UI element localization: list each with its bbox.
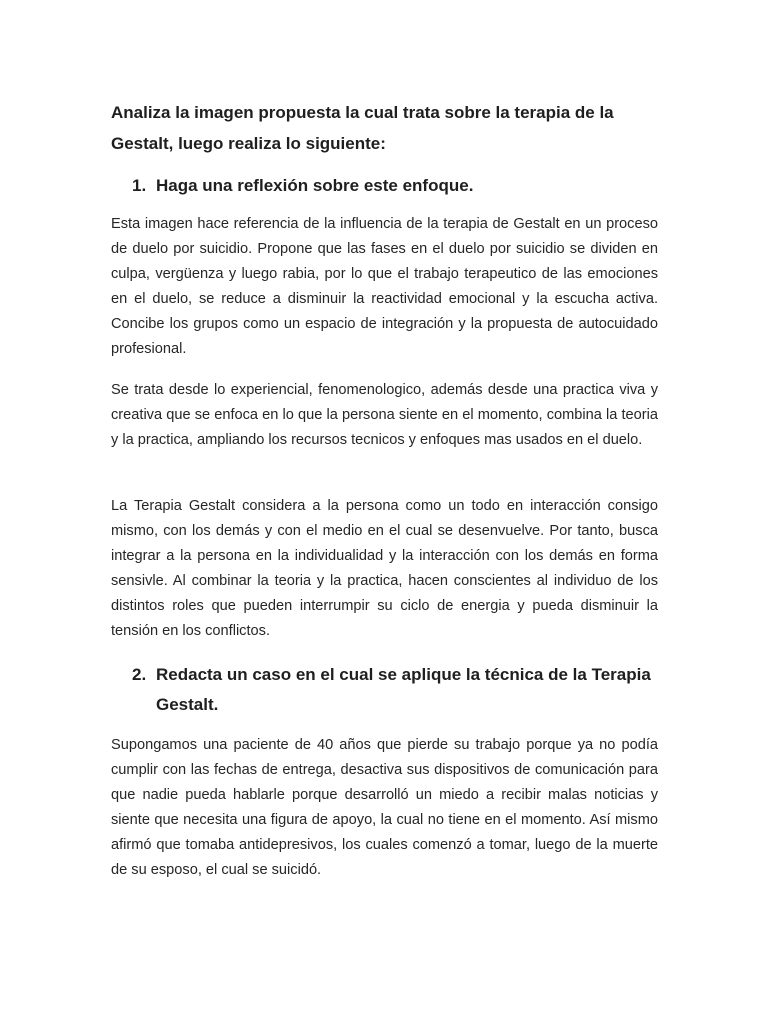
section-1-heading-text: Haga una reflexión sobre este enfoque. [156,176,474,195]
section-2-paragraph-1: Supongamos una paciente de 40 años que pierde su trabajo porque ya no podía cumplir con las fechas de entrega, desactiva sus dispositivos de comunicación para que nadie pueda hablarle porque desarrolló un miedo a recibir malas noticias y siente que necesita una figura de apoyo, la cual no tiene en el momento. Así mismo afirmó que tomaba antidepresivos, los cuales comenzó a tomar, luego de la muerte de su esposo, el cual se suicidó. [111,737,658,878]
document-title: Analiza la imagen propuesta la cual trata sobre la terapia de la Gestalt, luego realiza lo siguiente: [111,103,614,153]
section-1-paragraph-2: Se trata desde lo experiencial, fenomenologico, además desde una practica viva y creativa que se enfoca en lo que la persona siente en el momento, combina la teoria y la practica, ampliando los recursos tecnicos y enfoques mas usados en el duelo. [111,382,658,448]
section-2-number: 2. [132,665,147,684]
section-1-paragraph-3: La Terapia Gestalt considera a la persona como un todo en interacción consigo mismo, con los demás y con el medio en el cual se desenvuelve. Por tanto, busca integrar a la persona en la individualidad y la interacción con los demás en forma sensivle. Al combinar la teoria y la practica, hacen conscientes al individuo de los distintos roles que pueden interrumpir su ciclo de energia y pueda disminuir la tensión en los conflictos. [111,498,658,639]
section-1-paragraph-1: Esta imagen hace referencia de la influencia de la terapia de Gestalt en un proceso de duelo por suicidio. Propone que las fases en el duelo por suicidio se dividen en culpa, vergüenza y luego rabia, por lo que el trabajo terapeutico de las emociones en el duelo, se reduce a disminuir la reactividad emocional y la escucha activa. Concibe los grupos como un espacio de integración y la propuesta de autocuidado profesional. [111,216,658,357]
section-2-heading-text: Redacta un caso en el cual se aplique la técnica de la Terapia Gestalt. [156,665,651,714]
section-1-heading [132,171,652,201]
section-1-number: 1. [132,176,147,195]
section-2-heading [132,660,652,720]
